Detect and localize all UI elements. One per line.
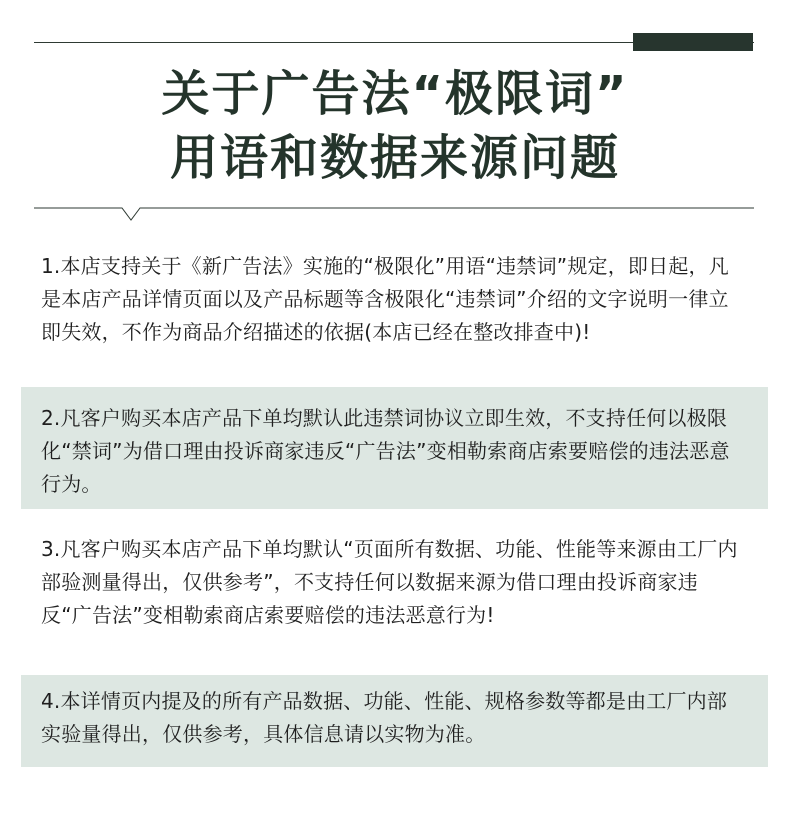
page-title — [0, 62, 790, 190]
notice-section-4 — [21, 675, 768, 767]
notice-section-1 — [21, 250, 768, 370]
notice-text-1: 1.本店支持关于《新广告法》实施的“极限化”用语“违禁词”规定，即日起，凡是本店产品详情页面以及产品标题等含极限化“违禁词”介绍的文字说明一律立即失效，不作为商品介绍描述的依据(本店已经在整改排查中)! — [41, 254, 729, 344]
title-divider — [34, 207, 754, 231]
notice-section-2 — [21, 387, 768, 509]
notice-text-4: 4.本详情页内提及的所有产品数据、功能、性能、规格参数等都是由工厂内部实验量得出，仅供参考，具体信息请以实物为准。 — [41, 689, 728, 746]
notice-text-3: 3.凡客户购买本店产品下单均默认“页面所有数据、功能、性能等来源由工厂内部验测量得出，仅供参考”，不支持任何以数据来源为借口理由投诉商家违反“广告法”变相勒索商店索要赔偿的违法恶意行为! — [41, 537, 738, 627]
notice-section-3 — [21, 525, 768, 655]
top-accent-bar — [633, 33, 753, 51]
notice-text-2: 2.凡客户购买本店产品下单均默认此违禁词协议立即生效，不支持任何以极限化“禁词”为借口理由投诉商家违反“广告法”变相勒索商店索要赔偿的违法恶意行为。 — [41, 406, 730, 496]
title-line-1: 关于广告法“极限词” — [161, 66, 629, 122]
title-line-2: 用语和数据来源问题 — [169, 130, 620, 186]
